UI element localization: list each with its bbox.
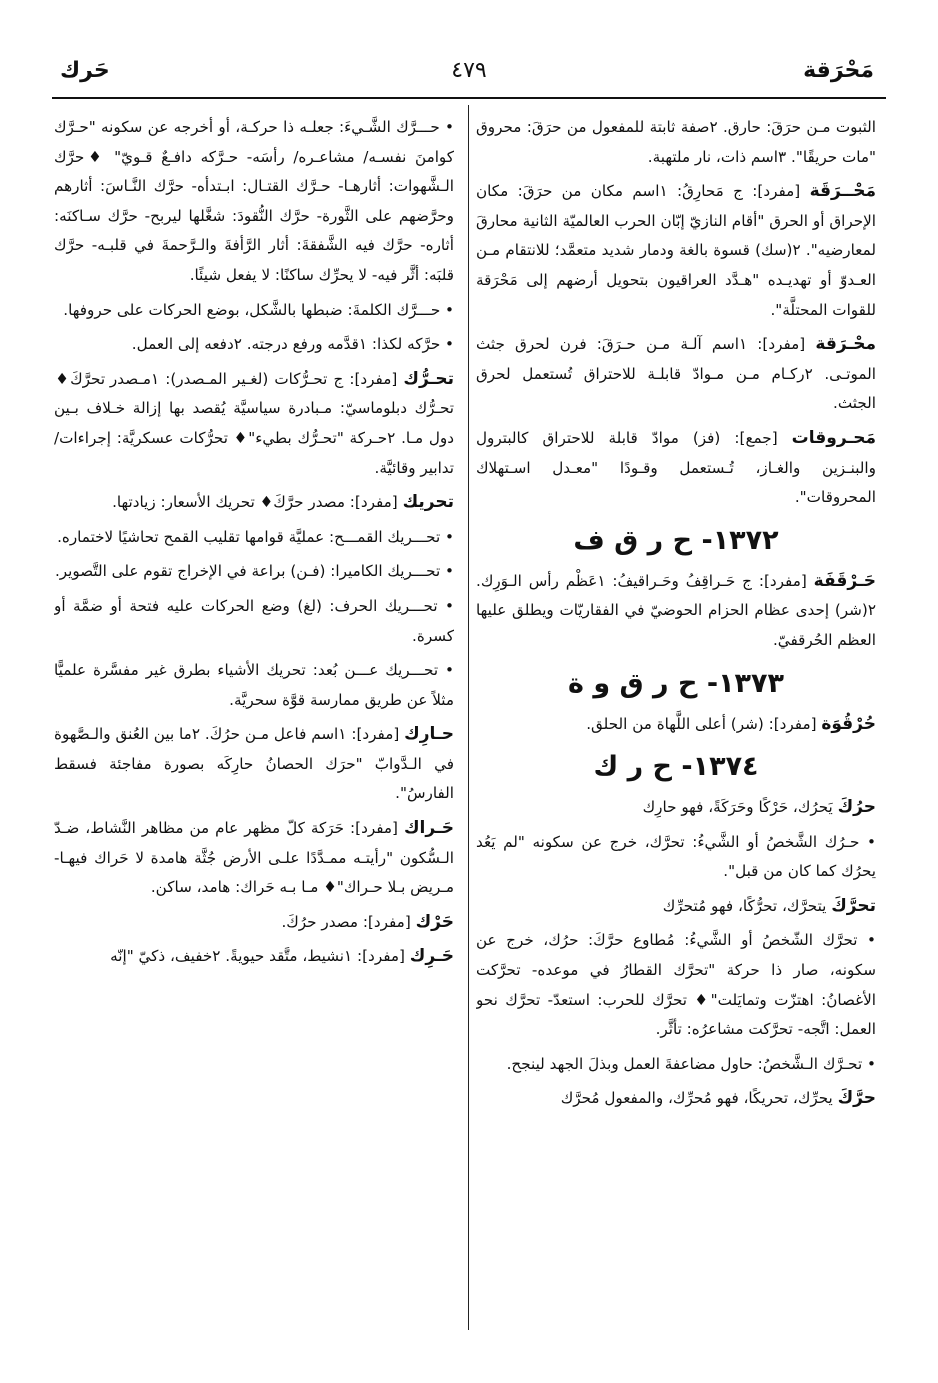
entry-mahruqat bbox=[476, 424, 876, 513]
definition: [مفرد]: ١نشيط، متَّقد حيويةً. ٢خفيف، ذكيّ "إنّه bbox=[110, 947, 410, 966]
headword: حَرْك bbox=[415, 911, 454, 932]
entry-taharruk bbox=[54, 365, 454, 483]
entry-hurquwa bbox=[476, 710, 876, 740]
entry-haruka bbox=[476, 793, 876, 823]
definition: [مفرد]: مصدر حرُكَ. bbox=[281, 912, 416, 931]
conjugation: يَحرُك، حَرْكًا وحَرَكَةً، فهو حارِك bbox=[642, 798, 838, 817]
sense-item: • حرَّكه لكذا: ١قدَّمه ورفع درجته. ٢دفعه إلى العمل. bbox=[131, 335, 454, 354]
definition: [مفرد]: ج حَـراقِفُ وحَـراقيفُ: ١عَظْم رأس الـوَرِك. ٢(شر) إحدى عظام الحزام الحوضيّ في الفقاريّات ويطلق عليها العظم الحُرقفيّ. bbox=[476, 571, 876, 649]
headword: تحريك bbox=[402, 492, 454, 513]
definition: [مفرد]: ١اسم آلـة مـن حـرَقَ: فرن لحرق جثث الموتـى. ٢ركـام مـن مـوادّ قابلـة للاحتراق تُستعمل لحرق الجثث. bbox=[476, 335, 876, 413]
entry-harik bbox=[54, 720, 454, 809]
root-heading-1374: ١٣٧٤- ح ر ك bbox=[593, 751, 759, 783]
entry-harqafa bbox=[476, 567, 876, 656]
left-column bbox=[54, 113, 454, 1333]
conjugation: يتحرَّك، تحرُّكًا، فهو مُتحرِّك bbox=[662, 896, 832, 915]
entry-harik-adj bbox=[54, 942, 454, 972]
headword: محْـرَقة bbox=[815, 334, 876, 355]
headword: حرَّكَ bbox=[837, 1088, 876, 1109]
header-first-word: مَحْرَقة bbox=[803, 58, 874, 83]
headword: مَحْــرَقَة bbox=[809, 181, 876, 202]
headword: حَـراك bbox=[403, 818, 454, 839]
headword: حَـرِك bbox=[409, 946, 454, 967]
headword: حُرْقُوَة bbox=[821, 713, 876, 734]
entry-mahraqa bbox=[476, 177, 876, 325]
headword: حرُكَ bbox=[837, 797, 876, 818]
sense-item: • حـــرَّك الشَّـيءَ: جعلـه ذا حركـة، أو أخرجه عن سكونه "حـرَّك كوامنَ نفسـه/ مشاعـره/ رأسَه- حـرَّكه دافـعٌ قـويّ" ♦حرَّك الـشَّهوات: أثارهـا- حـرَّك القتـال: ابـتدأه- حرَّك النَّـاسَ: أثارهم وحرَّضهم على الثَّورة- حرَّك النُّقودَ: شغَّلها ليربح- حرَّك سـاكنَه: أثاره- حرَّك فيه الشَّفقةَ: أثار الرَّأفةَ والـرَّحمةَ في قلبـه- حرَّك قلبَه: أثَّر فيه- لا يحرِّك ساكنًا: لا يفعل شيئًا. bbox=[54, 118, 454, 284]
entry-tahrik bbox=[54, 488, 454, 518]
entry-continuation: الثبوت مـن حرَقَ: حارق. ٢صفة ثابتة للمفعول من حرَقَ: محروق "مات حريقًا". ٣اسم ذات، نار ملتهبة. bbox=[476, 118, 876, 166]
page-header bbox=[50, 52, 888, 92]
conjugation: يحرِّك، تحريكًا، فهو مُحرِّك، والمفعول مُحرَّك bbox=[560, 1089, 838, 1108]
sense-item: • تحـرَّك الـشَّخصُ: حاول مضاعفةَ العمل وبذلَ الجهد لينجح. bbox=[506, 1054, 876, 1073]
sense-item: • تحـــريك الحرف: (لغ) وضع الحركات عليه فتحة أو ضمَّة أو كسرة. bbox=[54, 596, 454, 645]
header-last-word: حَرك bbox=[60, 58, 110, 83]
definition: [جمع]: (فز) موادّ قابلة للاحتراق كالبترول والبنـزين والغـاز، تُـستعمل وقـودًا "معـدل اسـتهلاك المحروقات". bbox=[476, 428, 876, 507]
sense-item: • تحـــريك الكاميرا: (فـن) براعة في الإخراج تقوم على التَّصوير. bbox=[54, 562, 454, 581]
headword: مَحـروقات bbox=[791, 427, 876, 448]
sense-item: • تحـــريك عـــن بُعد: تحريك الأشياء بطرق غير مفسَّرة علميًّا مثلاً عن طريق ممارسة قوَّة سحريَّة. bbox=[54, 661, 454, 709]
headword: حَـرْقَفَة bbox=[813, 570, 876, 591]
definition: [مفرد]: ج مَحارِقُ: ١اسم مكان من حرَقَ: مكان الإحراق أو الحرق "أقام النازيّ إبّان الحرب العالميّة الثانية محارقَ لمعارضيه". ٢(سك) قسوة بالغة ودمار شديد متعمَّد؛ للانتقام مـن العـدوّ أو تهديـده "هـدَّد العراقيون بتحويل أرضهم إلى مَحْرَقة للقوات المحتلَّة". bbox=[476, 182, 876, 319]
root-heading-1373: ١٣٧٣- ح ر ق و ة bbox=[568, 667, 784, 699]
header-rule bbox=[52, 97, 886, 99]
definition: [مفرد]: ج تحـرُّكات (لغـير المـصدر): ١مـصدر تحرَّكَ♦ تحـرُّك دبلوماسيّ: مـبادرة سياسيَّة يُقصد بها إزالة خـلاف بـين دول مـا. ٢حـركة "تحـرُّك بطيء"♦ تحرُّكات عسكريَّة: إجراءات/ تدابير وقائيَّة. bbox=[54, 369, 454, 477]
definition: [مفرد]: مصدر حرَّكَ♦ تحريك الأسعار: زيادتها. bbox=[112, 493, 403, 512]
column-divider bbox=[468, 105, 469, 1330]
entry-hark bbox=[54, 908, 454, 938]
sense-item: • حـــرَّك الكلمةَ: ضبطها بالشَّكل، بوضع الحركات على حروفها. bbox=[63, 300, 454, 319]
definition: [مفرد]: حَرَكة كلّ مظهر عام من مظاهر النَّشاط، ضـدّ الـسُّكون "رأيتـه ممـدَّدًا علـى الأرض جُثَّة هامدة لا حَراك فيهـا- مـريض بـلا حـراك"♦ مـا بـه حَراك: هامد، ساكن. bbox=[54, 819, 454, 897]
right-column bbox=[476, 113, 876, 1333]
definition: [مفرد]: (شر) أعلى اللَّهاة من الحلق. bbox=[586, 714, 822, 733]
entry-harraka bbox=[476, 1084, 876, 1114]
entry-harak bbox=[54, 814, 454, 903]
sense-item: • تحـــريك القمـــح: عمليَّة قوامها تقليب القمح تحاشيًا لاختماره. bbox=[57, 527, 454, 546]
sense-item: • حـرُك الشَّخصُ أو الشَّيءُ: تحرَّك، خرج عن سكونه "لم يَعُد يحرُك كما كان من قبل". bbox=[476, 832, 876, 881]
headword: تحرَّكَ bbox=[831, 895, 876, 916]
definition: [مفرد]: ١اسم فاعل مـن حرُكَ. ٢ما بين العُنق والـصَّهوة في الـدَّوابّ "حرَك الحصانُ حارِكَه بصورة مفاجئة فسقط الفارسُ". bbox=[54, 725, 454, 803]
page-number: ٤٧٩ bbox=[451, 58, 487, 83]
entry-taharraka bbox=[476, 892, 876, 922]
sense-item: • تحرَّك الشّخصُ أو الشَّيءُ: مُطاوع حرَّكَ: حرُك، خرج عن سكونه، صار ذا حركة "تحرَّك القطارُ في موعده- تحرَّكت الأغصانُ: اهتزّت وتمايَلت"♦ تحرَّك للحرب: استعدّ- تحرَّك نحو العمل: اتَّجه- تحرَّكت مشاعرُه: تأثَّر. bbox=[476, 931, 876, 1039]
headword: حـارِك bbox=[404, 724, 454, 745]
root-heading-1372: ١٣٧٢- ح ر ق ف bbox=[573, 524, 779, 556]
headword: تحـرُّك bbox=[403, 368, 454, 389]
entry-mihraqa bbox=[476, 330, 876, 419]
